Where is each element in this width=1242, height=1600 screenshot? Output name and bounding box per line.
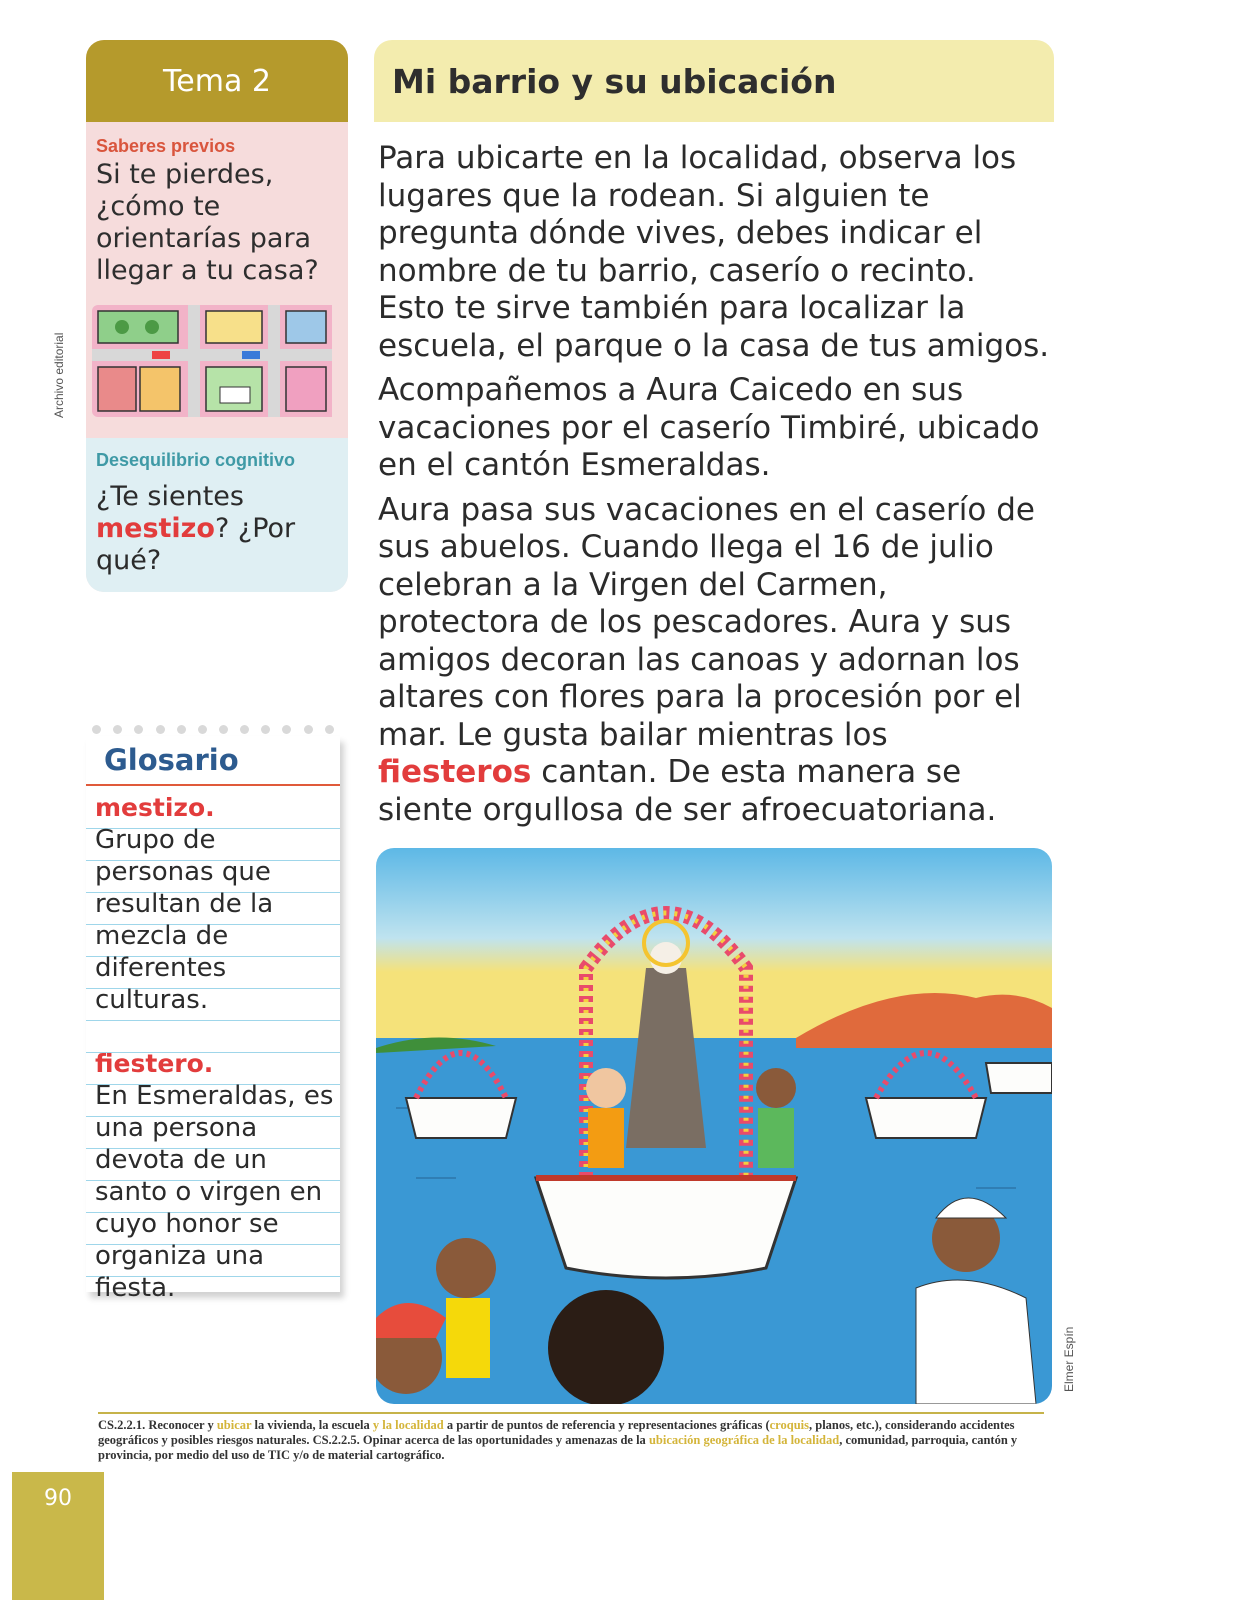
glosario-term: mestizo. xyxy=(95,793,215,822)
desequilibrio-label: Desequilibrio cognitivo xyxy=(96,450,296,470)
footnote-highlight: ubicar xyxy=(216,1418,252,1432)
lesson-body xyxy=(378,140,1050,836)
footnote-highlight: croquis xyxy=(769,1418,809,1432)
footnote-text: a partir de puntos de referencia y representaciones gráficas ( xyxy=(443,1418,770,1432)
paragraph-3-pre: Aura pasa sus vacaciones en el caserío de sus abuelos. Cuando llega el 16 de julio celebran a la Virgen del Carmen, protectora de los pescadores. Aura y sus amigos decoran las canoas y adornan los altares con flores para la procesión por el mar. Le gusta bailar mientras los xyxy=(378,491,1035,753)
paragraph-1: Para ubicarte en la localidad, observa los lugares que la rodean. Si alguien te pregunta dónde vives, debes indicar el nombre de tu barrio, caserío o recinto. Esto te sirve también para localizar la escuela, el parque o la casa de tus amigos. xyxy=(378,140,1050,364)
paragraph-3 xyxy=(378,492,1050,830)
desequilibrio-text-post: ? ¿Por qué? xyxy=(96,513,296,576)
paragraph-2: Acompañemos a Aura Caicedo en sus vacaciones por el caserío Timbiré, ubicado en el cantón Esmeraldas. xyxy=(378,372,1040,483)
footnote-text: la vivienda, la escuela xyxy=(251,1418,373,1432)
tema-card xyxy=(86,40,348,592)
desequilibrio-cognitivo-section xyxy=(86,438,348,592)
footnote-text: , planos, etc.), considerando accidentes geográficos y posibles riesgos naturales. CS.2.2.5. Opinar acerca de las oportunidades y amenazas de la xyxy=(98,1418,1015,1447)
paragraph-3-post: cantan. De esta manera se siente orgullosa de ser afroecuatoriana. xyxy=(378,754,997,828)
footer-divider xyxy=(98,1412,1044,1414)
glosario-title: Glosario xyxy=(86,736,340,786)
illustration-credit: Elmer Espín xyxy=(1062,1326,1076,1392)
glosario-definition: Grupo de personas que resultan de la mezcla de diferentes culturas. xyxy=(95,825,274,1015)
lesson-title: Mi barrio y su ubicación xyxy=(392,61,837,101)
curriculum-footnote xyxy=(98,1418,1044,1463)
glosario-entry xyxy=(86,786,340,1016)
saberes-previos-question: Si te pierdes, ¿cómo te orientarías para llegar a tu casa? xyxy=(96,159,319,286)
fiesteros-highlight: fiesteros xyxy=(378,754,532,790)
footnote-highlight: y la localidad xyxy=(372,1418,444,1432)
mestizo-highlight: mestizo xyxy=(96,513,215,544)
notepad-rings xyxy=(86,720,340,738)
lesson-title-bar xyxy=(374,40,1054,122)
glosario-term: fiestero. xyxy=(95,1049,214,1078)
saberes-previos-section xyxy=(86,122,348,287)
footnote-highlight: ubicación geográfica de la localidad xyxy=(648,1433,840,1447)
side-credit: Archivo editorial xyxy=(52,332,66,418)
glosario-definition: En Esmeraldas, es una persona devota de un santo o virgen en cuyo honor se organiza una fiesta. xyxy=(95,1081,334,1303)
footnote-text: CS.2.2.1. Reconocer y xyxy=(98,1418,217,1432)
glosario-entry xyxy=(86,1016,340,1304)
tema-title: Tema 2 xyxy=(86,40,348,122)
footnote-text: , comunidad, parroquia, cantón y provincia, por medio del uso de TIC y/o de material cartográfico. xyxy=(98,1433,1018,1462)
desequilibrio-text-pre: ¿Te sientes xyxy=(96,481,244,512)
desequilibrio-question xyxy=(96,481,338,577)
saberes-previos-label: Saberes previos xyxy=(96,136,236,156)
glosario-note xyxy=(86,736,340,1303)
neighborhood-map-image xyxy=(92,305,338,417)
page-number: 90 xyxy=(12,1472,104,1600)
procession-illustration xyxy=(376,848,1052,1404)
